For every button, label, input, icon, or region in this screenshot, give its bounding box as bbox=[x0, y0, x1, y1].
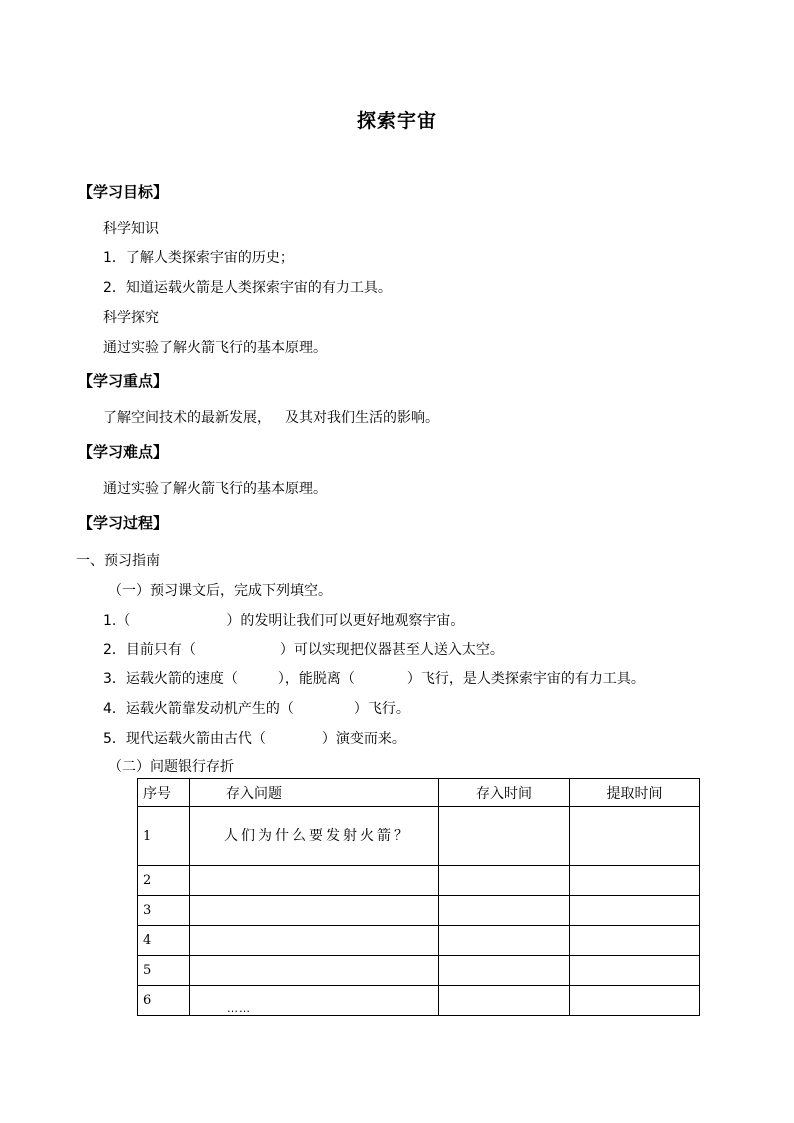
subsection-question-bank: （二）问题银行存折 bbox=[108, 759, 234, 775]
inquiry-label: 科学探究 bbox=[103, 310, 159, 326]
row-withdraw-time[interactable] bbox=[570, 807, 700, 866]
knowledge-item-1: 1．了解人类探索宇宙的历史； bbox=[103, 250, 294, 266]
key-points-text-a: 了解空间技术的最新发展， bbox=[103, 410, 271, 426]
header-no: 序号 bbox=[138, 779, 190, 807]
row-question[interactable] bbox=[190, 926, 439, 956]
key-points-heading: 【学习重点】 bbox=[78, 372, 169, 390]
table-row bbox=[138, 986, 700, 1016]
subsection-fill-blanks: （一）预习课文后，完成下列填空。 bbox=[108, 583, 332, 599]
header-question: 存入问题 bbox=[190, 779, 439, 807]
row-no: 3 bbox=[138, 896, 190, 926]
header-withdraw-time: 提取时间 bbox=[570, 779, 700, 807]
row-deposit-time[interactable] bbox=[439, 986, 570, 1016]
difficulties-text: 通过实验了解火箭飞行的基本原理。 bbox=[103, 481, 327, 497]
row-withdraw-time[interactable] bbox=[570, 896, 700, 926]
fill-blank-3: 3．运载火箭的速度（ ），能脱离（ ）飞行，是人类探索宇宙的有力工具。 bbox=[103, 671, 645, 687]
row-no: 6 bbox=[138, 986, 190, 1016]
row-question[interactable] bbox=[190, 866, 439, 896]
key-points-text-b: 及其对我们生活的影响。 bbox=[285, 410, 439, 426]
fill-blank-4: 4．运载火箭靠发动机产生的（ ）飞行。 bbox=[103, 701, 410, 717]
header-deposit-time: 存入时间 bbox=[439, 779, 570, 807]
difficulties-heading: 【学习难点】 bbox=[78, 443, 169, 461]
row-deposit-time[interactable] bbox=[439, 807, 570, 866]
row-deposit-time[interactable] bbox=[439, 926, 570, 956]
knowledge-item-2: 2．知道运载火箭是人类探索宇宙的有力工具。 bbox=[103, 280, 392, 296]
row-deposit-time[interactable] bbox=[439, 866, 570, 896]
row-withdraw-time[interactable] bbox=[570, 956, 700, 986]
fill-blank-5: 5．现代运载火箭由古代（ ）演变而来。 bbox=[103, 731, 406, 747]
fill-blank-1: 1.（ ）的发明让我们可以更好地观察宇宙。 bbox=[103, 613, 465, 629]
table-row bbox=[138, 866, 700, 896]
section-preview-guide: 一、预习指南 bbox=[76, 553, 160, 569]
page-title: 探索宇宙 bbox=[356, 110, 437, 132]
table-header-row bbox=[138, 779, 700, 807]
inquiry-text: 通过实验了解火箭飞行的基本原理。 bbox=[103, 340, 327, 356]
table-row bbox=[138, 926, 700, 956]
row-no: 2 bbox=[138, 866, 190, 896]
table-row bbox=[138, 956, 700, 986]
row-deposit-time[interactable] bbox=[439, 896, 570, 926]
objectives-heading: 【学习目标】 bbox=[78, 183, 169, 201]
table-row bbox=[138, 807, 700, 866]
table-row bbox=[138, 896, 700, 926]
row-no: 5 bbox=[138, 956, 190, 986]
knowledge-label: 科学知识 bbox=[103, 221, 159, 237]
row-no: 1 bbox=[138, 807, 190, 866]
row-withdraw-time[interactable] bbox=[570, 866, 700, 896]
row-question[interactable]: 人们为什么要发射火箭？ bbox=[190, 807, 439, 866]
row-deposit-time[interactable] bbox=[439, 956, 570, 986]
row-no: 4 bbox=[138, 926, 190, 956]
question-bank-table bbox=[137, 778, 700, 1016]
process-heading: 【学习过程】 bbox=[78, 514, 169, 532]
row-withdraw-time[interactable] bbox=[570, 926, 700, 956]
row-question[interactable] bbox=[190, 896, 439, 926]
fill-blank-2: 2．目前只有（ ）可以实现把仪器甚至人送入太空。 bbox=[103, 642, 504, 658]
row-question[interactable] bbox=[190, 956, 439, 986]
key-points-text bbox=[103, 409, 439, 427]
row-question[interactable]: …… bbox=[190, 986, 439, 1016]
row-withdraw-time[interactable] bbox=[570, 986, 700, 1016]
